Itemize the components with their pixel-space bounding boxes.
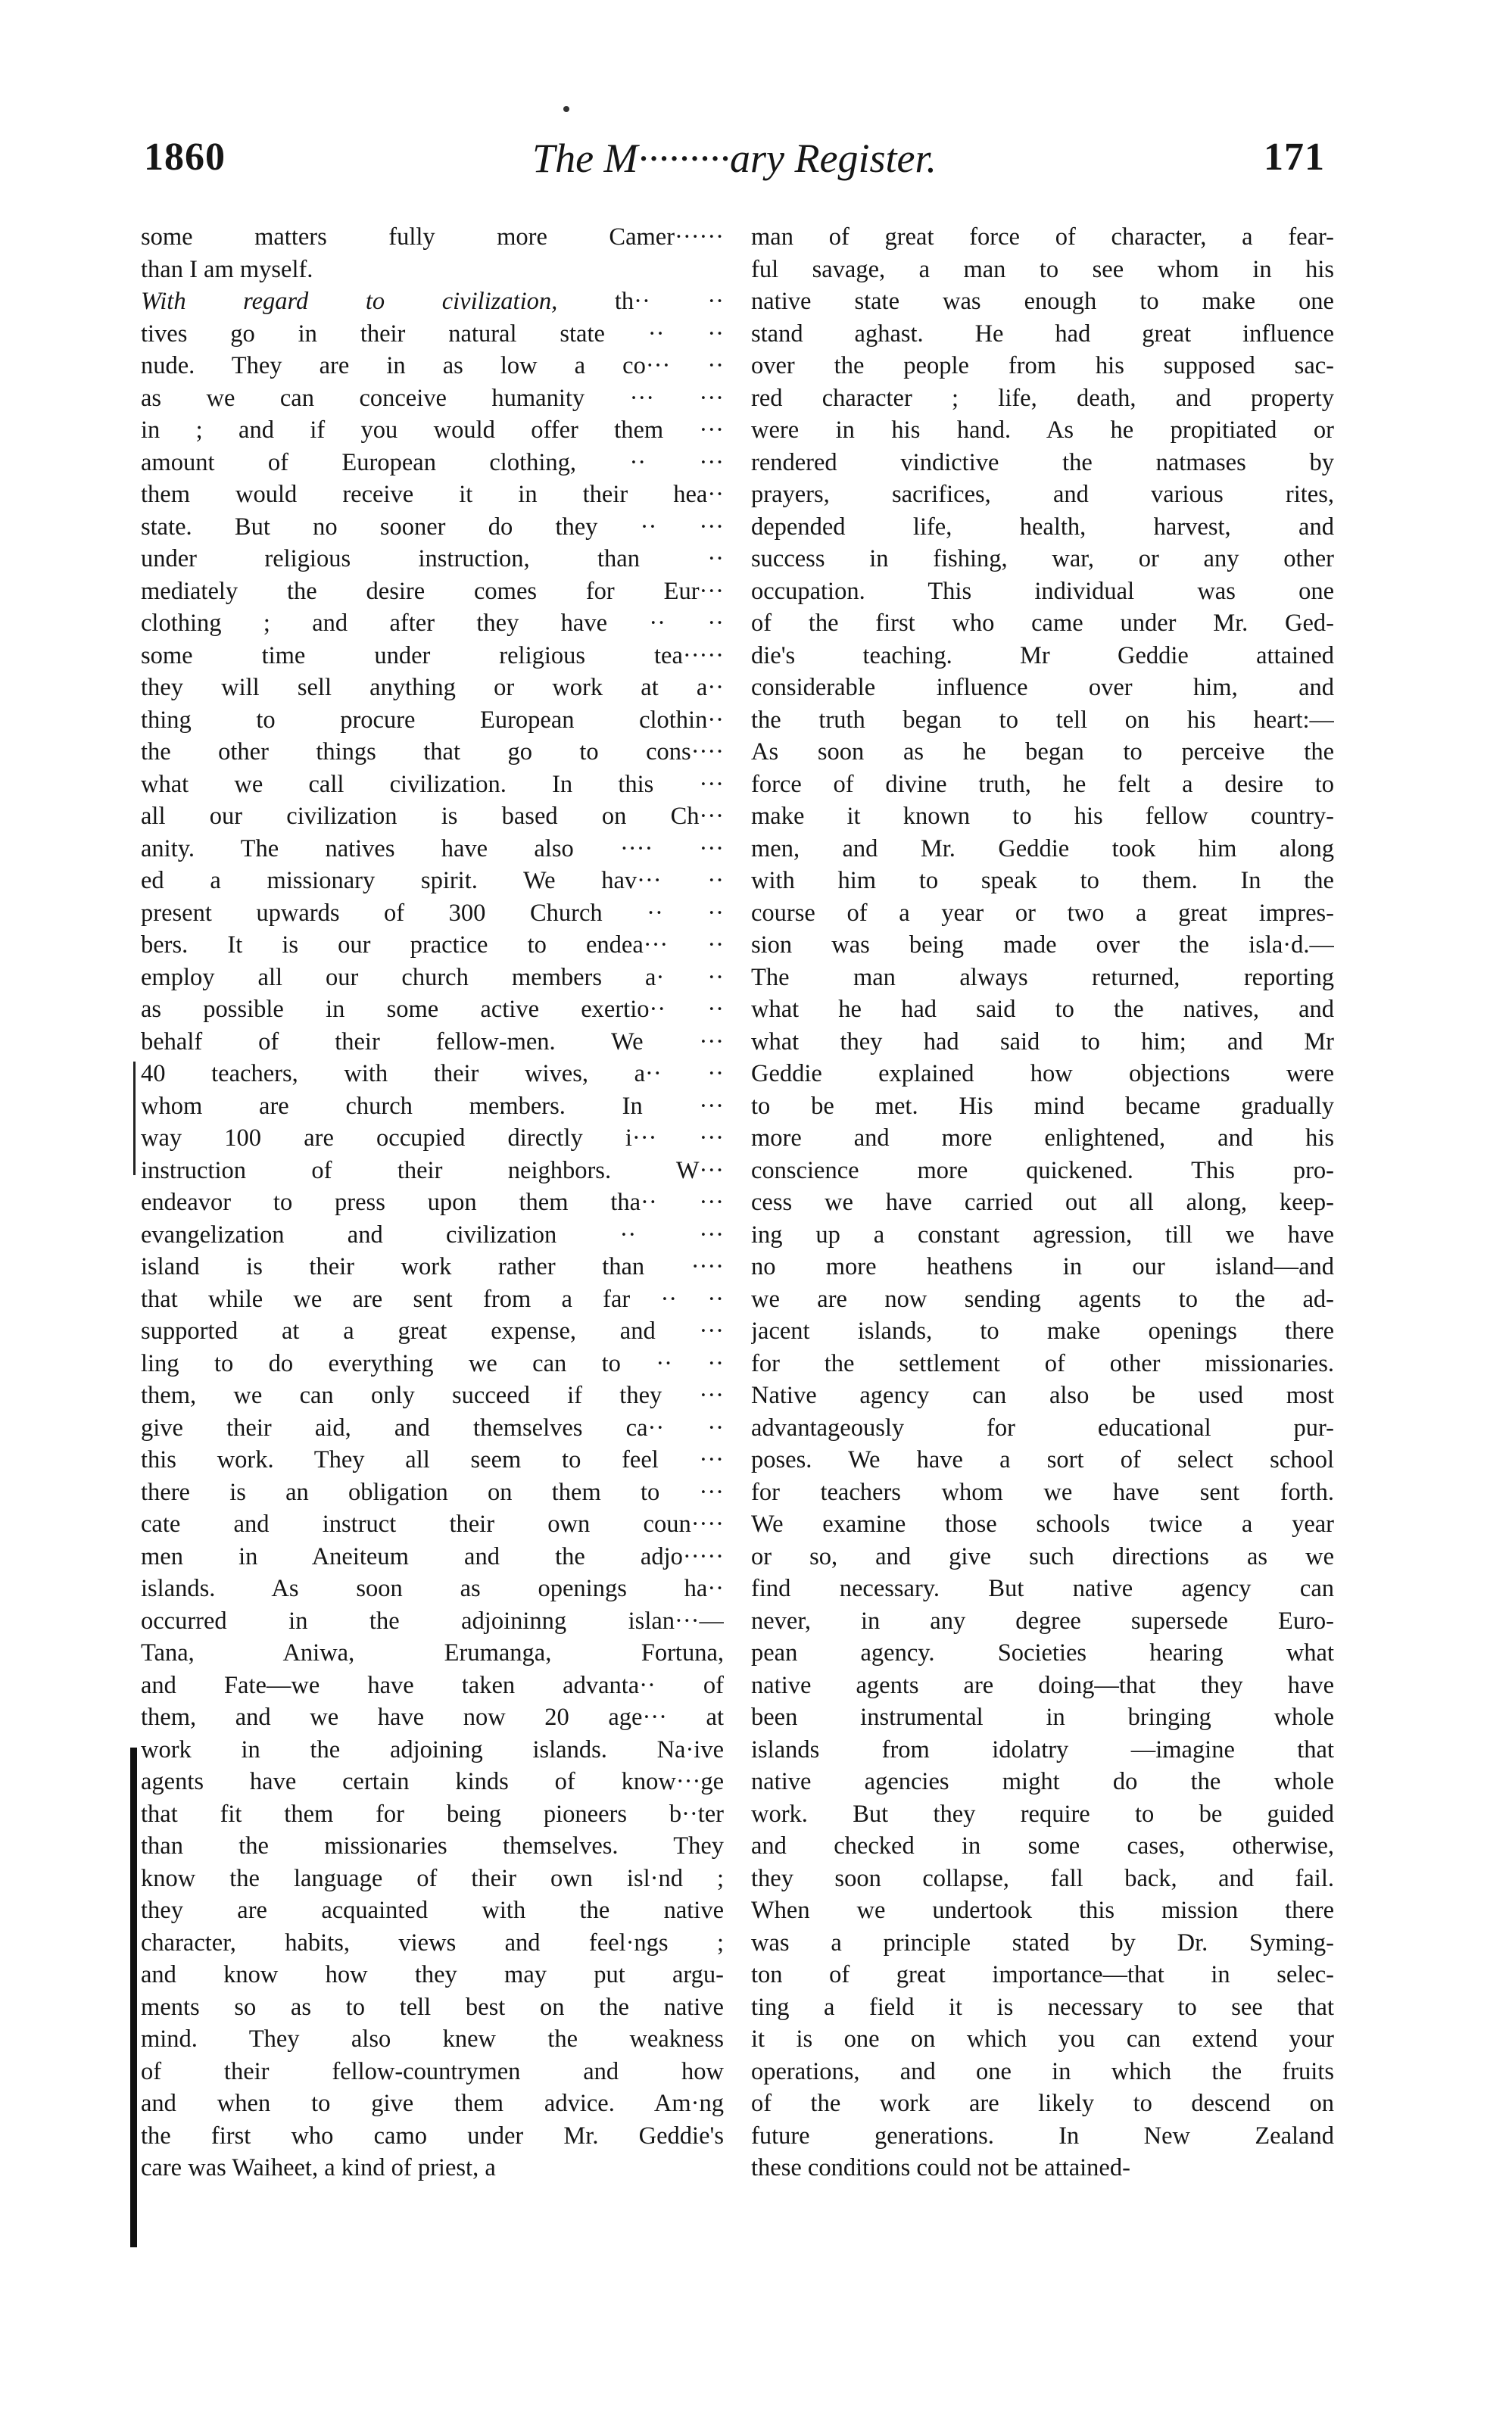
text-line: work. But they require to be guided	[751, 1800, 1334, 1828]
text-line: red character ; life, death, and property	[751, 384, 1334, 412]
text-line: of the work are likely to descend on	[751, 2090, 1334, 2117]
text-line: and when to give them advice. Am·ng	[141, 2090, 724, 2117]
text-line: the other things that go to cons····	[141, 738, 724, 766]
text-line: and Fate—we have taken advanta·· of	[141, 1671, 724, 1699]
text-line: never, in any degree supersede Euro-	[751, 1607, 1334, 1635]
text-line: behalf of their fellow-men. We ···	[141, 1027, 724, 1056]
text-line: as possible in some active exertio·· ··	[141, 996, 724, 1023]
text-line: rendered vindictive the natmases by	[751, 448, 1334, 476]
text-line: Geddie explained how objections were	[751, 1060, 1334, 1087]
text-line: that while we are sent from a far ·· ··	[141, 1285, 724, 1313]
text-line: they are acquainted with the native	[141, 1897, 724, 1924]
text-line: agents have certain kinds of know···ge	[141, 1768, 724, 1795]
text-line: in ; and if you would offer them ···	[141, 416, 724, 444]
text-line: success in fishing, war, or any other	[751, 545, 1334, 572]
text-line: men in Aneiteum and the adjo·····	[141, 1542, 724, 1570]
text-line: poses. We have a sort of select school	[751, 1446, 1334, 1473]
text-line: sion was being made over the isla·d.—	[751, 931, 1334, 959]
text-line: way 100 are occupied directly i··· ···	[141, 1124, 724, 1152]
text-line: to be met. His mind became gradually	[751, 1092, 1334, 1120]
text-line: some time under religious tea·····	[141, 641, 724, 669]
text-line: prayers, sacrifices, and various rites,	[751, 481, 1334, 508]
text-line: were in his hand. As he propitiated or	[751, 416, 1334, 444]
text-line: clothing ; and after they have ·· ··	[141, 610, 724, 637]
text-line: for the settlement of other missionaries.	[751, 1349, 1334, 1377]
text-line: over the people from his supposed sac-	[751, 352, 1334, 379]
text-line: ton of great importance—that in selec-	[751, 1961, 1334, 1988]
text-line: the truth began to tell on his heart:—	[751, 706, 1334, 734]
header-title: The M·········ary Register.	[532, 136, 937, 181]
text-line: mediately the desire comes for Eur···	[141, 577, 724, 605]
text-line: bers. It is our practice to endea··· ··	[141, 931, 724, 959]
text-line: operations, and one in which the fruits	[751, 2057, 1334, 2085]
text-line: depended life, health, harvest, and	[751, 513, 1334, 541]
text-line: ting a field it is necessary to see that	[751, 1993, 1334, 2021]
text-line: cate and instruct their own coun····	[141, 1511, 724, 1538]
text-line: for teachers whom we have sent forth.	[751, 1478, 1334, 1506]
text-line: instruction of their neighbors. W···	[141, 1156, 724, 1184]
text-line: of the first who came under Mr. Ged-	[751, 610, 1334, 637]
text-line: more and more enlightened, and his	[751, 1124, 1334, 1152]
text-line: die's teaching. Mr Geddie attained	[751, 641, 1334, 669]
text-line: them would receive it in their hea··	[141, 481, 724, 508]
text-line: we are now sending agents to the ad-	[751, 1285, 1334, 1313]
left-column	[141, 221, 724, 2281]
text-line: ling to do everything we can to ·· ··	[141, 1349, 724, 1377]
text-line: course of a year or two a great impres-	[751, 899, 1334, 927]
text-line: than I am myself.	[141, 255, 313, 283]
text-line: tives go in their natural state ·· ··	[141, 320, 724, 348]
text-line: stand aghast. He had great influence	[751, 320, 1334, 348]
text-line: With regard to civilization, th·· ··	[141, 288, 724, 315]
text-line: supported at a great expense, and ···	[141, 1317, 724, 1345]
text-line: what he had said to the natives, and	[751, 996, 1334, 1023]
text-line: Native agency can also be used most	[751, 1382, 1334, 1409]
text-line: give their aid, and themselves ca·· ··	[141, 1414, 724, 1442]
text-line: present upwards of 300 Church ·· ··	[141, 899, 724, 927]
text-line: under religious instruction, than ··	[141, 545, 724, 572]
text-line: or so, and give such directions as we	[751, 1542, 1334, 1570]
text-line: man of great force of character, a fear-	[751, 223, 1334, 251]
text-line: cess we have carried out all along, keep-	[751, 1189, 1334, 1216]
text-line: and know how they may put argu-	[141, 1961, 724, 1988]
text-line: ing up a constant agression, till we have	[751, 1221, 1334, 1249]
text-line: We examine those schools twice a year	[751, 1511, 1334, 1538]
text-line: native agencies might do the whole	[751, 1768, 1334, 1795]
text-line: men, and Mr. Geddie took him along	[751, 834, 1334, 862]
text-line: island is their work rather than ····	[141, 1253, 724, 1280]
margin-bar-mark	[130, 1748, 137, 2247]
text-line: amount of European clothing, ·· ···	[141, 448, 724, 476]
text-line: occurred in the adjoininng islan···—	[141, 1607, 724, 1635]
text-line: than the missionaries themselves. They	[141, 1832, 724, 1860]
text-line: character, habits, views and feel·ngs ;	[141, 1929, 724, 1957]
text-line: work in the adjoining islands. Na·ive	[141, 1735, 724, 1763]
text-line: considerable influence over him, and	[751, 674, 1334, 701]
text-line: they will sell anything or work at a··	[141, 674, 724, 701]
text-line: as we can conceive humanity ··· ···	[141, 384, 724, 412]
text-line: with him to speak to them. In the	[751, 867, 1334, 894]
text-line: future generations. In New Zealand	[751, 2122, 1334, 2150]
text-line: As soon as he began to perceive the	[751, 738, 1334, 766]
text-line: all our civilization is based on Ch···	[141, 803, 724, 830]
text-line: nude. They are in as low a co··· ··	[141, 352, 724, 379]
text-line: there is an obligation on them to ···	[141, 1478, 724, 1506]
text-line: these conditions could not be attained-	[751, 2154, 1130, 2181]
text-line: ed a missionary spirit. We hav··· ··	[141, 867, 724, 894]
text-line: that fit them for being pioneers b··ter	[141, 1800, 724, 1828]
text-line: Tana, Aniwa, Erumanga, Fortuna,	[141, 1639, 724, 1667]
text-line: occupation. This individual was one	[751, 577, 1334, 605]
text-line: anity. The natives have also ···· ···	[141, 834, 724, 862]
text-line: islands from idolatry —imagine that	[751, 1735, 1334, 1763]
text-line: whom are church members. In ···	[141, 1092, 724, 1120]
text-line: ful savage, a man to see whom in his	[751, 255, 1334, 283]
text-line: endeavor to press upon them tha·· ···	[141, 1189, 724, 1216]
text-line: islands. As soon as openings ha··	[141, 1575, 724, 1602]
text-line: know the language of their own isl·nd ;	[141, 1864, 724, 1892]
text-line: the first who camo under Mr. Geddie's	[141, 2122, 724, 2150]
text-line: When we undertook this mission there	[751, 1897, 1334, 1924]
header-year: 1860	[144, 136, 226, 179]
text-line: this work. They all seem to feel ···	[141, 1446, 724, 1473]
running-header	[144, 135, 1325, 195]
text-line: what they had said to him; and Mr	[751, 1027, 1334, 1056]
text-line: of their fellow-countrymen and how	[141, 2057, 724, 2085]
text-line: conscience more quickened. This pro-	[751, 1156, 1334, 1184]
text-line: what we call civilization. In this ···	[141, 770, 724, 798]
text-line: thing to procure European clothin··	[141, 706, 724, 734]
text-line: jacent islands, to make openings there	[751, 1317, 1334, 1345]
text-line: advantageously for educational pur-	[751, 1414, 1334, 1442]
text-line: they soon collapse, fall back, and fail.	[751, 1864, 1334, 1892]
text-line: was a principle stated by Dr. Syming-	[751, 1929, 1334, 1957]
print-speck	[563, 106, 569, 112]
text-line: evangelization and civilization ·· ···	[141, 1221, 724, 1249]
text-line: some matters fully more Camer······	[141, 223, 724, 251]
text-line: care was Waiheet, a kind of priest, a	[141, 2154, 496, 2181]
text-line: ments so as to tell best on the native	[141, 1993, 724, 2021]
text-line: employ all our church members a· ··	[141, 963, 724, 991]
text-line: native agents are doing—that they have	[751, 1671, 1334, 1699]
text-line: them, we can only succeed if they ···	[141, 1382, 724, 1409]
right-column	[751, 221, 1334, 2281]
text-line: native state was enough to make one	[751, 288, 1334, 315]
text-line: force of divine truth, he felt a desire to	[751, 770, 1334, 798]
text-line: The man always returned, reporting	[751, 963, 1334, 991]
text-line: them, and we have now 20 age··· at	[141, 1704, 724, 1731]
text-line: make it known to his fellow country-	[751, 803, 1334, 830]
page-number: 171	[1264, 136, 1325, 179]
margin-bracket-mark	[133, 1062, 136, 1175]
text-line: it is one on which you can extend your	[751, 2025, 1334, 2053]
text-line: pean agency. Societies hearing what	[751, 1639, 1334, 1667]
text-line: state. But no sooner do they ·· ···	[141, 513, 724, 541]
text-line: find necessary. But native agency can	[751, 1575, 1334, 1602]
text-line: no more heathens in our island—and	[751, 1253, 1334, 1280]
text-line: been instrumental in bringing whole	[751, 1704, 1334, 1731]
text-line: mind. They also knew the weakness	[141, 2025, 724, 2053]
text-line: 40 teachers, with their wives, a·· ··	[141, 1060, 724, 1087]
text-line: and checked in some cases, otherwise,	[751, 1832, 1334, 1860]
